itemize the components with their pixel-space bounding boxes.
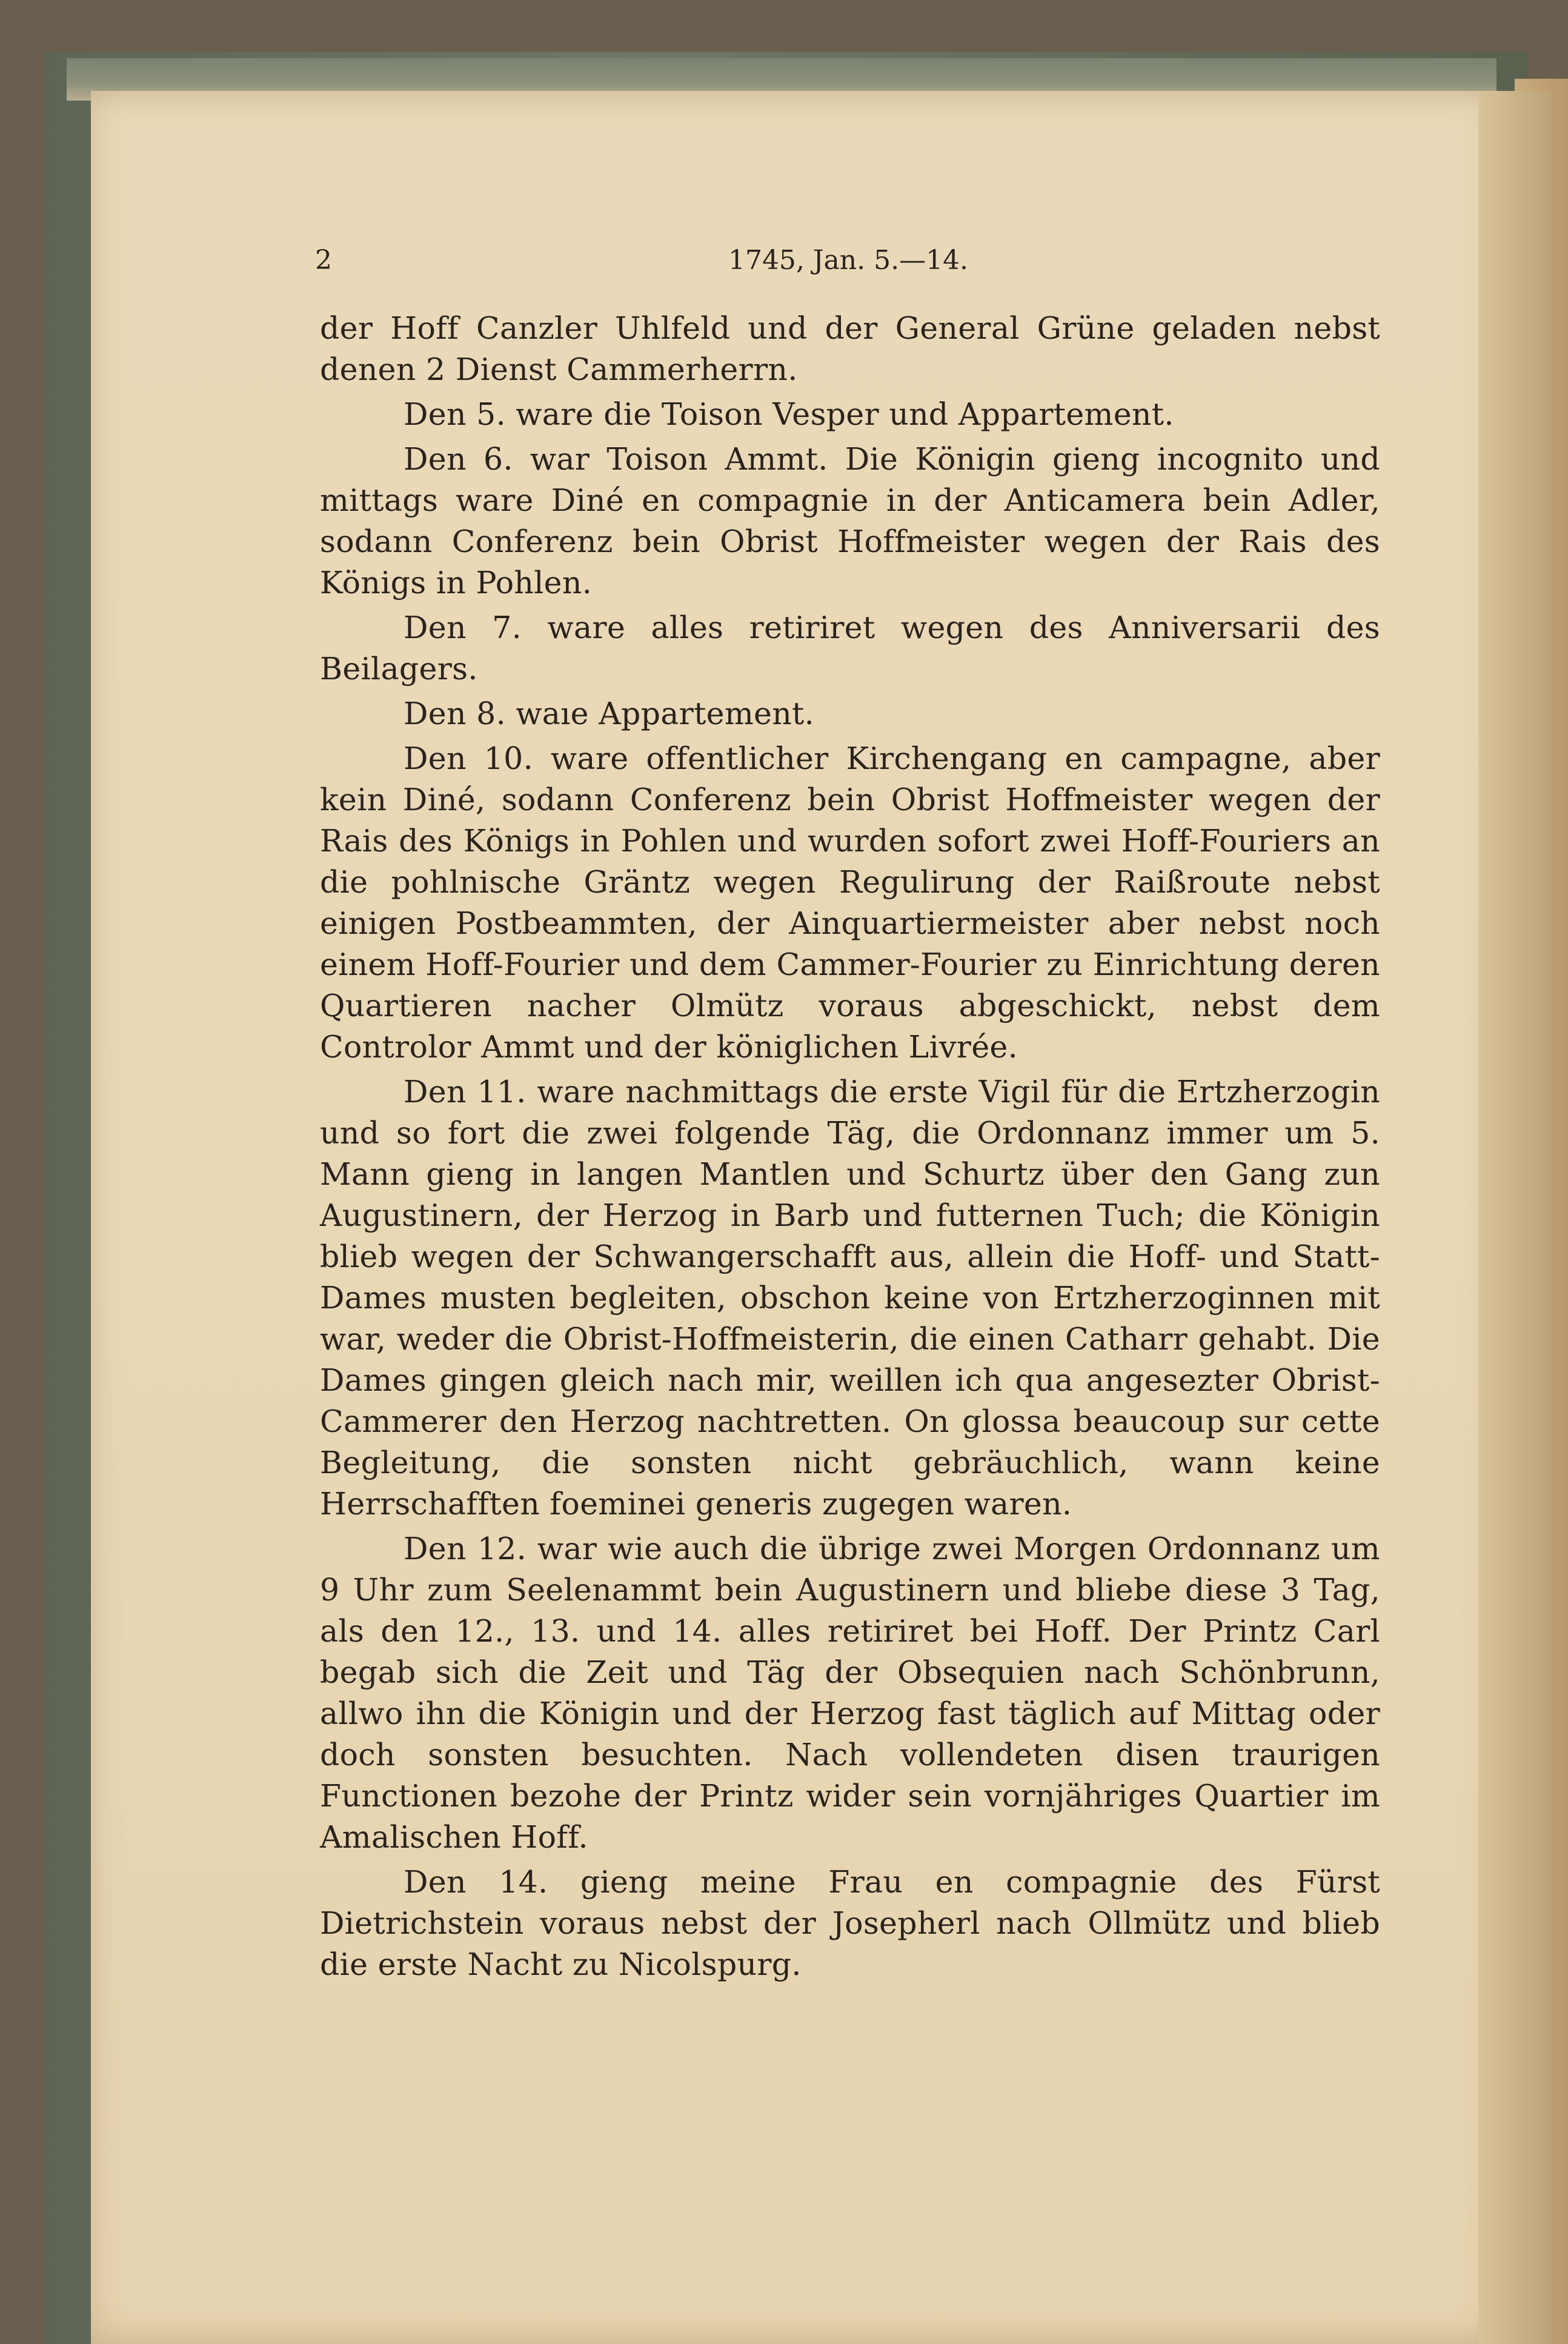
paragraph: Den 5. ware die Toison Vesper und Appartement. xyxy=(404,396,1174,432)
paragraph: Den 11. ware nachmittags die erste Vigil für die Ertzherzogin und so fort die zwei folgende Täg, die Ordonnanz immer um 5. Mann gieng in langen Mantlen und Schurtz über den Gang zun Augustinern, der Herzog in Barb und futternen Tuch; die Königin blieb wegen der Schwangerschafft aus, allein die Hoff- und Statt-Dames musten begleiten, obschon keine von Ertzherzoginnen mit war, weder die Obrist-Hoffmeisterin, die einen Catharr gehabt. Die Dames gingen gleich nach mir, weillen ich qua angesezter Obrist-Cammerer den Herzog nachtretten. On glossa beaucoup sur cette Begleitung, die sonsten nicht gebräuchlich, wann keine Herrschafften foeminei generis zugegen waren. xyxy=(320,1074,1380,1522)
paragraph: Den 7. ware alles retiriret wegen des Anniversarii des Beilagers. xyxy=(320,610,1380,687)
page-header xyxy=(315,245,1381,287)
body-text xyxy=(320,308,1380,1989)
paragraph: Den 12. war wie auch die übrige zwei Morgen Ordonnanz um 9 Uhr zum Seelenammt bein Augustinern und bliebe diese 3 Tag, als den 12., 13. und 14. alles retiriret bei Hoff. Der Printz Carl begab sich die Zeit und Täg der Obsequien nach Schönbrunn, allwo ihn die Königin und der Herzog fast täglich auf Mittag oder doch sonsten besuchten. Nach vollendeten disen traurigen Functionen bezohe der Printz wider sein vornjähriges Quartier im Amalischen Hoff. xyxy=(320,1531,1380,1855)
page-gutter-shadow xyxy=(1478,91,1551,2344)
paragraph: Den 10. ware offentlicher Kirchengang en campagne, aber kein Diné, sodann Conferenz bein Obrist Hoffmeister wegen der Rais des Königs in Pohlen und wurden sofort zwei Hoff-Fouriers an die pohlnische Gräntz wegen Regulirung der Raißroute nebst einigen Postbeammten, der Ainquartiermeister aber nebst noch einem Hoff-Fourier und dem Cammer-Fourier zu Einrichtung deren Quartieren nacher Olmütz voraus abgeschickt, nebst dem Controlor Ammt und der königlichen Livrée. xyxy=(320,741,1380,1065)
paragraph: Den 8. waıe Appartement. xyxy=(404,696,815,731)
paragraph: Den 14. gieng meine Frau en compagnie des Fürst Dietrichstein voraus nebst der Josepherl nach Ollmütz und blieb die erste Nacht zu Nicolspurg. xyxy=(320,1864,1380,1982)
paragraph: der Hoff Canzler Uhlfeld und der General Grüne geladen nebst denen 2 Dienst Cammerherrn. xyxy=(320,310,1380,387)
page-number: 2 xyxy=(315,245,332,276)
running-title: 1745, Jan. 5.—14. xyxy=(728,245,969,276)
paragraph: Den 6. war Toison Ammt. Die Königin gieng incognito und mittags ware Diné en compagnie in der Anticamera bein Adler, sodann Conferenz bein Obrist Hoffmeister wegen der Rais des Königs in Pohlen. xyxy=(320,441,1380,601)
